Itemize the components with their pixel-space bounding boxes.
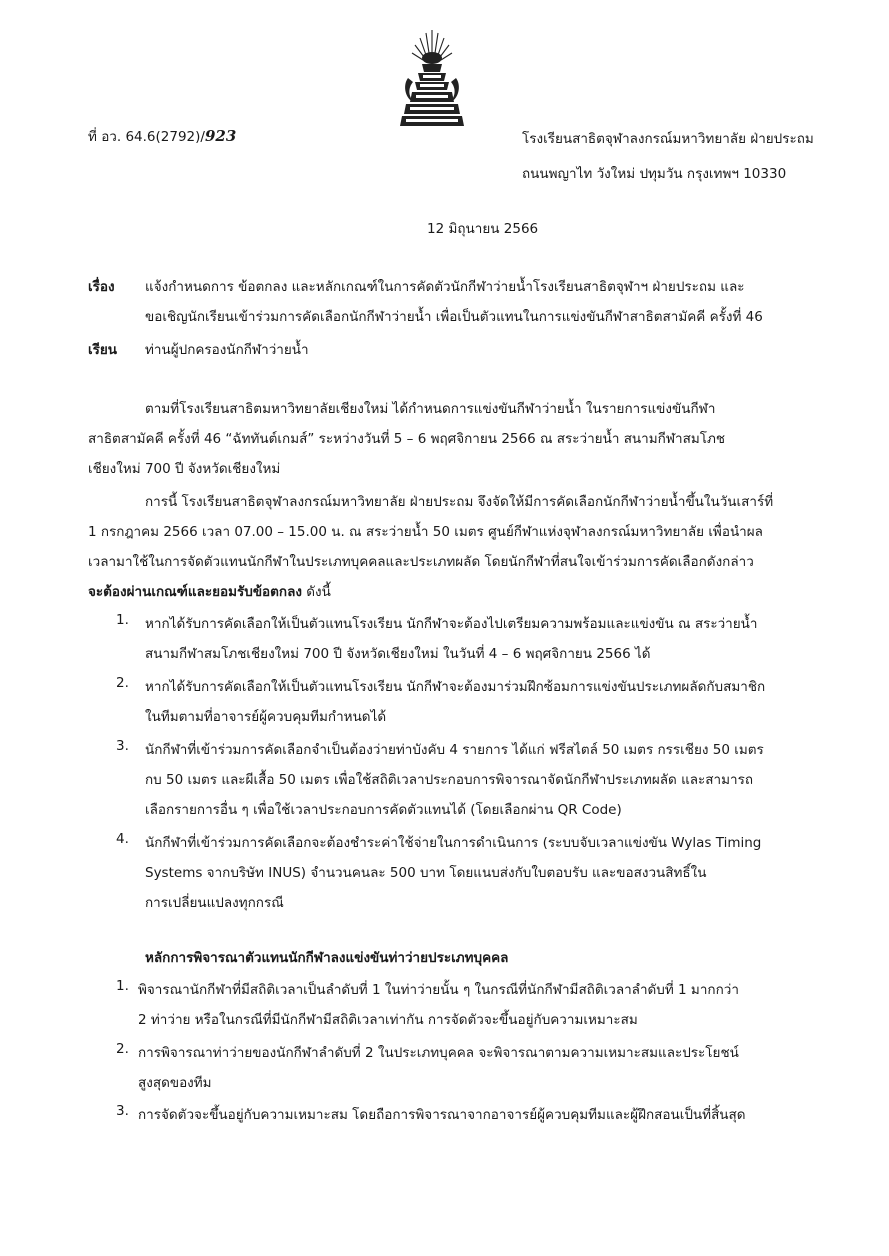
criteria-number: 2.: [116, 1041, 129, 1057]
school-address: ถนนพญาไท วังใหม่ ปทุมวัน กรุงเทพฯ 10330: [522, 166, 787, 182]
paragraph-2-line-2: 1 กรกฎาคม 2566 เวลา 07.00 – 15.00 น. ณ สระว่ายน้ำ 50 เมตร ศูนย์กีฬาแห่งจุฬาลงกรณ์มหาวิทยาลัย เพื่อนำผล: [88, 524, 763, 540]
rule-4-line-3: การเปลี่ยนแปลงทุกกรณี: [145, 895, 284, 911]
recipient-label: เรียน: [88, 342, 118, 358]
paragraph-1-line-2: สาธิตสามัคคี ครั้งที่ 46 “ฉัททันต์เกมส์” ระหว่างวันที่ 5 – 6 พฤศจิกายน 2566 ณ สระว่ายน้ำ สนามกีฬาสมโภช: [88, 431, 726, 447]
section-2-heading: หลักการพิจารณาตัวแทนนักกีฬาลงแข่งขันท่าว่ายประเภทบุคคล: [145, 950, 509, 966]
subject-label: เรื่อง: [88, 279, 115, 295]
criteria-1-line-2: 2 ท่าว่าย หรือในกรณีที่มีนักกีฬามีสถิติเวลาเท่ากัน การจัดตัวจะขึ้นอยู่กับความเหมาะสม: [138, 1012, 638, 1028]
paragraph-2-line-1: การนี้ โรงเรียนสาธิตจุฬาลงกรณ์มหาวิทยาลัย ฝ่ายประถม จึงจัดให้มีการคัดเลือกนักกีฬาว่ายน้ำขึ้นในวันเสาร์ที่: [145, 494, 774, 510]
rule-3-line-2: กบ 50 เมตร และผีเสื้อ 50 เมตร เพื่อใช้สถิติเวลาประกอบการพิจารณาจัดนักกีฬาประเภทผลัด และสามารถ: [145, 772, 754, 788]
paragraph-2-line-4: จะต้องผ่านเกณฑ์และยอมรับข้อตกลง ดังนี้: [88, 584, 331, 600]
rule-number: 1.: [116, 612, 129, 628]
handwritten-document-number: 923: [204, 127, 237, 145]
criteria-3-line-1: การจัดตัวจะขึ้นอยู่กับความเหมาะสม โดยถือการพิจารณาจากอาจารย์ผู้ควบคุมทีมและผู้ฝึกสอนเป็นที่สิ้นสุด: [138, 1107, 746, 1123]
rule-3-line-3: เลือกรายการอื่น ๆ เพื่อใช้เวลาประกอบการคัดตัวแทนได้ (โดยเลือกผ่าน QR Code): [145, 802, 622, 818]
paragraph-2-bold-phrase: จะต้องผ่านเกณฑ์และยอมรับข้อตกลง: [88, 584, 302, 600]
paragraph-1-line-3: เชียงใหม่ 700 ปี จังหวัดเชียงใหม่: [88, 461, 281, 477]
rule-1-line-2: สนามกีฬาสมโภชเชียงใหม่ 700 ปี จังหวัดเชียงใหม่ ในวันที่ 4 – 6 พฤศจิกายน 2566 ได้: [145, 646, 651, 662]
school-crest-emblem: [398, 26, 466, 132]
rule-3-line-1: นักกีฬาที่เข้าร่วมการคัดเลือกจำเป็นต้องว่ายท่าบังคับ 4 รายการ ได้แก่ ฟรีสไตล์ 50 เมตร กรรเชียง 50 เมตร: [145, 742, 764, 758]
recipient-text: ท่านผู้ปกครองนักกีฬาว่ายน้ำ: [145, 342, 309, 358]
criteria-number: 3.: [116, 1103, 129, 1119]
rule-4-line-2: Systems จากบริษัท INUS) จำนวนคนละ 500 บาท โดยแนบส่งกับใบตอบรับ และขอสงวนสิทธิ์ใน: [145, 865, 707, 881]
rule-number: 3.: [116, 738, 129, 754]
rule-2-line-1: หากได้รับการคัดเลือกให้เป็นตัวแทนโรงเรียน นักกีฬาจะต้องมาร่วมฝึกซ้อมการแข่งขันประเภทผลัดกับสมาชิก: [145, 679, 766, 695]
criteria-number: 1.: [116, 978, 129, 994]
document-date: 12 มิถุนายน 2566: [427, 221, 539, 237]
rule-number: 4.: [116, 831, 129, 847]
school-name: โรงเรียนสาธิตจุฬาลงกรณ์มหาวิทยาลัย ฝ่ายประถม: [522, 131, 814, 147]
rule-2-line-2: ในทีมตามที่อาจารย์ผู้ควบคุมทีมกำหนดได้: [145, 709, 387, 725]
rule-number: 2.: [116, 675, 129, 691]
criteria-2-line-2: สูงสุดของทีม: [138, 1075, 212, 1091]
paragraph-2-line-3: เวลามาใช้ในการจัดตัวแทนนักกีฬาในประเภทบุคคลและประเภทผลัด โดยนักกีฬาที่สนใจเข้าร่วมการคัดเลือกดังกล่าว: [88, 554, 754, 570]
rule-1-line-1: หากได้รับการคัดเลือกให้เป็นตัวแทนโรงเรียน นักกีฬาจะต้องไปเตรียมความพร้อมและแข่งขัน ณ สระว่ายน้ำ: [145, 616, 758, 632]
subject-line-2: ขอเชิญนักเรียนเข้าร่วมการคัดเลือกนักกีฬาว่ายน้ำ เพื่อเป็นตัวแทนในการแข่งขันกีฬาสาธิตสามัคคี ครั้งที่ 46: [145, 309, 763, 325]
subject-line-1: แจ้งกำหนดการ ข้อตกลง และหลักเกณฑ์ในการคัดตัวนักกีฬาว่ายน้ำโรงเรียนสาธิตจุฬาฯ ฝ่ายประถม และ: [145, 279, 745, 295]
criteria-1-line-1: พิจารณานักกีฬาที่มีสถิติเวลาเป็นลำดับที่ 1 ในท่าว่ายนั้น ๆ ในกรณีที่นักกีฬามีสถิติเวลาลำดับที่ 1 มากกว่า: [138, 982, 739, 998]
document-reference-number: ที่ อว. 64.6(2792)/923: [88, 127, 237, 145]
criteria-2-line-1: การพิจารณาท่าว่ายของนักกีฬาลำดับที่ 2 ในประเภทบุคคล จะพิจารณาตามความเหมาะสมและประโยชน์: [138, 1045, 739, 1061]
paragraph-1-line-1: ตามที่โรงเรียนสาธิตมหาวิทยาลัยเชียงใหม่ ได้กำหนดการแข่งขันกีฬาว่ายน้ำ ในรายการแข่งขันกีฬา: [145, 401, 716, 417]
rule-4-line-1: นักกีฬาที่เข้าร่วมการคัดเลือกจะต้องชำระค่าใช้จ่ายในการดำเนินการ (ระบบจับเวลาแข่งขัน Wylas Timing: [145, 835, 762, 851]
